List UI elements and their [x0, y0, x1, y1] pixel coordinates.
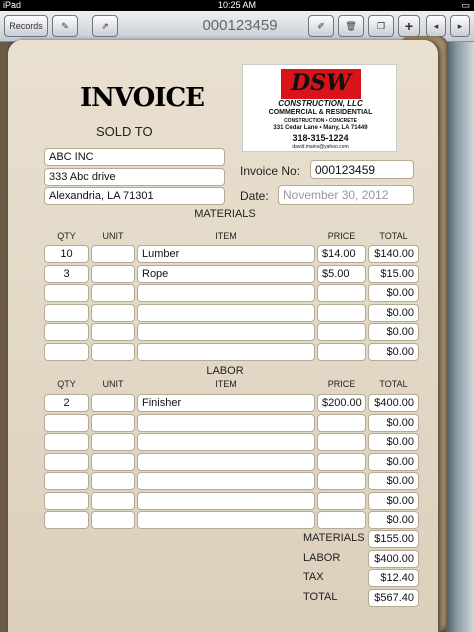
materials-header-price: PRICE	[327, 231, 356, 241]
logo-email: david.mains@yahoo.com	[292, 144, 349, 150]
logo-mark: DSW	[281, 69, 361, 99]
duplicate-button[interactable]	[368, 15, 394, 37]
labor-header-item: ITEM	[215, 379, 237, 389]
labor-header-unit: UNIT	[102, 379, 124, 389]
plus-icon: +	[404, 18, 414, 34]
materials-row-4-unit[interactable]	[91, 304, 135, 322]
battery-icon: ▭	[461, 0, 470, 10]
edit-button[interactable]	[52, 15, 78, 37]
materials-row-3-unit[interactable]	[91, 284, 135, 302]
totals-label-2: LABOR	[303, 551, 341, 564]
labor-row-7-total[interactable]: $0.00	[368, 511, 419, 529]
invoice-no-label: Invoice No:	[240, 164, 301, 178]
records-button[interactable]: Records	[4, 15, 48, 37]
totals-label-3: TAX	[303, 571, 324, 583]
materials-row-5-total[interactable]: $0.00	[368, 323, 419, 341]
labor-row-4-qty[interactable]	[44, 453, 89, 471]
previous-button[interactable]	[426, 15, 446, 37]
materials-row-1-total[interactable]: $140.00	[368, 245, 419, 263]
copy-icon: ❐	[376, 20, 386, 31]
materials-header-qty: QTY	[57, 231, 76, 241]
totals-value-3[interactable]: $12.40	[368, 569, 419, 587]
logo-line1: COMMERCIAL & RESIDENTIAL	[268, 109, 373, 116]
add-button[interactable]	[398, 15, 420, 37]
logo-address: 331 Cedar Lane • Many, LA 71449	[273, 125, 368, 131]
export-icon: ⇗	[101, 20, 109, 31]
materials-row-1-item[interactable]: Lumber	[137, 245, 315, 263]
labor-row-5-qty[interactable]	[44, 472, 89, 490]
totals-value-2[interactable]: $400.00	[368, 550, 419, 568]
labor-row-4-unit[interactable]	[91, 453, 135, 471]
labor-row-3-price[interactable]	[317, 433, 366, 451]
client-name-field[interactable]: ABC INC	[44, 148, 225, 166]
materials-row-3-total[interactable]: $0.00	[368, 284, 419, 302]
materials-heading: MATERIALS	[194, 208, 256, 220]
labor-row-4-item[interactable]	[137, 453, 315, 471]
materials-row-2-unit[interactable]	[91, 265, 135, 283]
labor-row-5-unit[interactable]	[91, 472, 135, 490]
logo-line2: CONSTRUCTION • CONCRETE	[284, 118, 357, 124]
materials-row-4-price[interactable]	[317, 304, 366, 322]
materials-row-1-price[interactable]: $14.00	[317, 245, 366, 263]
materials-row-3-qty[interactable]	[44, 284, 89, 302]
labor-row-6-item[interactable]	[137, 492, 315, 510]
brush-icon: ✐	[317, 20, 325, 31]
labor-row-2-total[interactable]: $0.00	[368, 414, 419, 432]
labor-row-6-price[interactable]	[317, 492, 366, 510]
date-label: Date:	[240, 189, 269, 203]
labor-row-5-item[interactable]	[137, 472, 315, 490]
client-address-field[interactable]: 333 Abc drive	[44, 168, 225, 186]
labor-row-3-qty[interactable]	[44, 433, 89, 451]
sold-to-label: SOLD TO	[96, 124, 153, 139]
labor-row-5-total[interactable]: $0.00	[368, 472, 419, 490]
labor-row-1-unit[interactable]	[91, 394, 135, 412]
company-logo	[242, 64, 397, 152]
labor-row-3-unit[interactable]	[91, 433, 135, 451]
materials-header-item: ITEM	[215, 231, 237, 241]
background	[0, 42, 8, 632]
materials-row-3-item[interactable]	[137, 284, 315, 302]
arrow-left-icon: ◂	[433, 20, 439, 31]
materials-row-5-price[interactable]	[317, 323, 366, 341]
totals-label-1: MATERIALS	[303, 532, 365, 544]
materials-row-6-item[interactable]	[137, 343, 315, 361]
logo-phone: 318-315-1224	[292, 133, 349, 143]
totals-label-4: TOTAL	[303, 590, 338, 603]
labor-header-total: TOTAL	[379, 379, 408, 389]
materials-row-6-total[interactable]: $0.00	[368, 343, 419, 361]
materials-row-4-item[interactable]	[137, 304, 315, 322]
materials-row-4-qty[interactable]	[44, 304, 89, 322]
clock: 10:25 AM	[217, 0, 257, 10]
pencil-icon: ✎	[61, 20, 69, 31]
materials-row-5-unit[interactable]	[91, 323, 135, 341]
labor-row-2-price[interactable]	[317, 414, 366, 432]
labor-row-5-price[interactable]	[317, 472, 366, 490]
materials-row-6-unit[interactable]	[91, 343, 135, 361]
totals-value-4[interactable]: $567.40	[368, 589, 419, 607]
invoice-no-field[interactable]: 000123459	[310, 160, 414, 179]
labor-row-6-qty[interactable]	[44, 492, 89, 510]
materials-row-5-qty[interactable]	[44, 323, 89, 341]
labor-header-price: PRICE	[327, 379, 356, 389]
labor-row-1-item[interactable]: Finisher	[137, 394, 315, 412]
materials-row-6-price[interactable]	[317, 343, 366, 361]
labor-row-2-unit[interactable]	[91, 414, 135, 432]
materials-header-unit: UNIT	[102, 231, 124, 241]
arrow-right-icon: ▸	[457, 20, 463, 31]
status-bar	[0, 0, 474, 11]
labor-row-2-item[interactable]	[137, 414, 315, 432]
labor-row-4-total[interactable]: $0.00	[368, 453, 419, 471]
labor-row-2-qty[interactable]	[44, 414, 89, 432]
labor-row-1-qty[interactable]: 2	[44, 394, 89, 412]
labor-row-7-price[interactable]	[317, 511, 366, 529]
materials-row-1-qty[interactable]: 10	[44, 245, 89, 263]
labor-row-7-qty[interactable]	[44, 511, 89, 529]
materials-row-2-qty[interactable]: 3	[44, 265, 89, 283]
materials-row-2-price[interactable]: $5.00	[317, 265, 366, 283]
client-city-field[interactable]: Alexandria, LA 71301	[44, 187, 225, 205]
logo-company: CONSTRUCTION, LLC	[278, 99, 363, 108]
labor-row-3-total[interactable]: $0.00	[368, 433, 419, 451]
next-button[interactable]	[450, 15, 470, 37]
export-button[interactable]	[92, 15, 118, 37]
delete-button[interactable]	[338, 15, 364, 37]
brush-button[interactable]	[308, 15, 334, 37]
labor-header-qty: QTY	[57, 379, 76, 389]
labor-row-7-unit[interactable]	[91, 511, 135, 529]
labor-row-3-item[interactable]	[137, 433, 315, 451]
device-label: iPad	[3, 0, 22, 10]
materials-header-total: TOTAL	[379, 231, 408, 241]
materials-row-6-qty[interactable]	[44, 343, 89, 361]
labor-row-7-item[interactable]	[137, 511, 315, 529]
trash-icon: 🗑	[345, 20, 357, 31]
materials-row-1-unit[interactable]	[91, 245, 135, 263]
materials-row-2-total[interactable]: $15.00	[368, 265, 419, 283]
labor-heading: LABOR	[206, 365, 244, 377]
materials-row-4-total[interactable]: $0.00	[368, 304, 419, 322]
labor-row-6-unit[interactable]	[91, 492, 135, 510]
labor-row-1-price[interactable]: $200.00	[317, 394, 366, 412]
materials-row-2-item[interactable]: Rope	[137, 265, 315, 283]
labor-row-6-total[interactable]: $0.00	[368, 492, 419, 510]
totals-value-1[interactable]: $155.00	[368, 530, 419, 548]
date-field[interactable]: November 30, 2012	[278, 185, 414, 205]
labor-row-1-total[interactable]: $400.00	[368, 394, 419, 412]
document-title: 000123459	[202, 17, 278, 34]
labor-row-4-price[interactable]	[317, 453, 366, 471]
materials-row-5-item[interactable]	[137, 323, 315, 341]
invoice-title: INVOICE	[80, 83, 204, 113]
materials-row-3-price[interactable]	[317, 284, 366, 302]
